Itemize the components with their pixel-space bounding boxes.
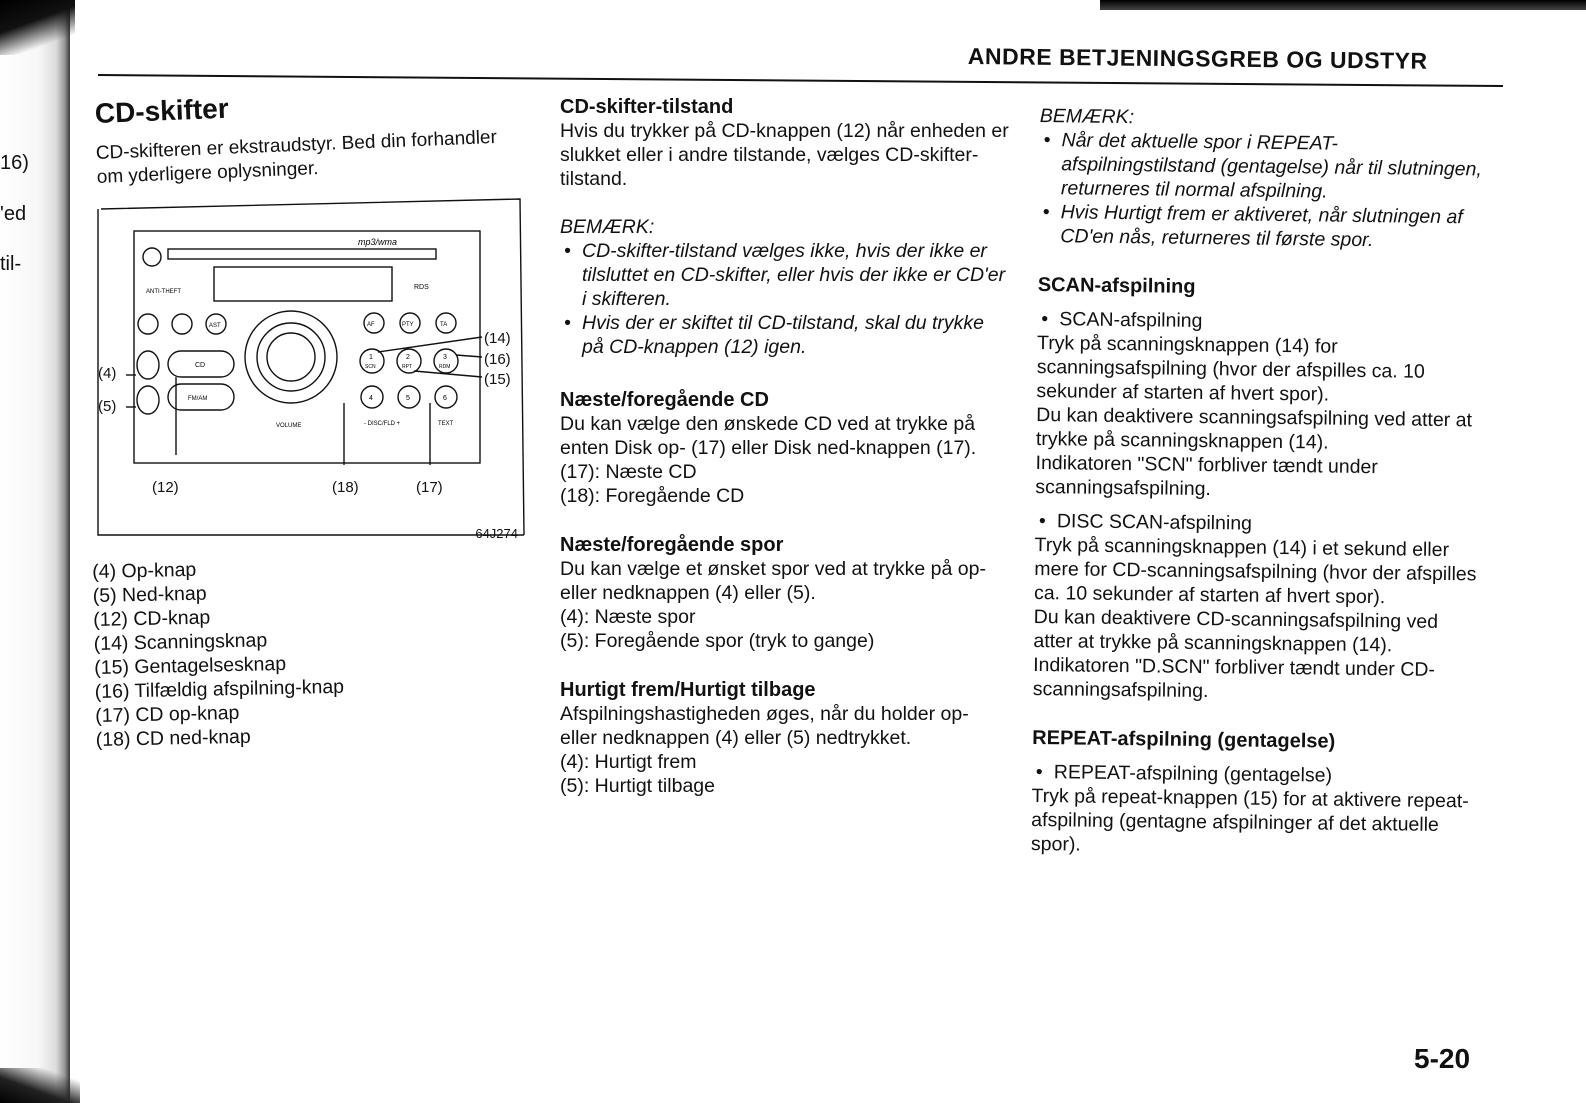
radio-faceplate (134, 231, 480, 463)
af-label: AF (367, 322, 375, 328)
binding-corner-bottom (0, 1068, 80, 1103)
eject-button (143, 248, 161, 266)
previous-page-fragment: 'ed (0, 203, 27, 225)
middle-column (560, 96, 1010, 798)
figure-code: 64J274 (475, 526, 518, 541)
preset-number: 1 (369, 354, 373, 361)
button-circle (138, 314, 158, 334)
legend-item: (15) Gentagelsesknap (94, 652, 287, 679)
text-label: TEXT (438, 421, 454, 427)
disc-scan-text: Du kan deaktivere CD-scanningsafspilning ved atter at trykke på scanningsknappen (14). (1033, 605, 1439, 657)
fmam-label: FM/AM (188, 396, 208, 402)
legend-item: (14) Scanningsknap (93, 629, 268, 655)
previous-page-fragment: 16) (0, 152, 29, 174)
rpt-label: RPT (402, 364, 412, 370)
disc-scan-text: Tryk på scanningsknappen (14) i et sekund eller mere for CD-scanningsafspilning (hvor der afspilles ca. 10 sekunder af starten af hvert spor). (1033, 533, 1477, 609)
preset-number: 6 (443, 395, 447, 402)
page-title: CD-skifter (94, 92, 230, 129)
heading-fast-forward-rewind: Hurtigt frem/Hurtigt tilbage (560, 679, 816, 701)
callout-14: (14) (484, 330, 511, 347)
preset-number: 5 (406, 395, 410, 402)
legend-item: (12) CD-knap (93, 606, 211, 631)
legend-item: (18) CD ned-knap (95, 725, 251, 751)
note-item: • Hvis Hurtigt frem er aktiveret, når slutningen af CD'en nås, returneres til første spor. (1038, 200, 1487, 253)
left-column (95, 92, 536, 195)
pty-label: PTY (402, 322, 414, 328)
cd-slot (168, 249, 436, 259)
right-column (1031, 104, 1488, 861)
next-prev-cd-text: Du kan vælge den ønskede CD ved at trykke på enten Disk op- (17) eller Disk ned-knappen (17). (560, 413, 977, 459)
callout-17: (17) (416, 479, 443, 496)
callout-16: (16) (484, 351, 511, 368)
radio-diagram (96, 197, 526, 541)
heading-next-prev-track: Næste/foregående spor (560, 534, 784, 556)
disc-scan-item: • DISC SCAN-afspilning (1035, 509, 1483, 538)
cd-changer-mode-text: Hvis du trykker på CD-knappen (12) når enheden er slukket eller i andre tilstande, vælges CD-skifter-tilstand. (560, 120, 1009, 190)
disc-scan-text: Indikatoren "D.SCN" forbliver tændt under CD-scanningsafspilning. (1032, 653, 1436, 703)
rdm-label: RDM (439, 364, 451, 370)
legend-item: (4) Op-knap (92, 558, 197, 583)
scan-text: Indikatoren "SCN" forbliver tændt under scanningsafspilning. (1035, 451, 1378, 501)
page-number: 5-20 (1414, 1043, 1471, 1074)
callout-5: (5) (98, 398, 117, 415)
top-edge-shadow (1100, 0, 1586, 10)
scan-text: Du kan deaktivere scanningsafspilning ved atter at trykke på scanningsknappen (14). (1035, 403, 1473, 454)
header-rule (98, 74, 1503, 87)
ast-label: AST (209, 323, 221, 329)
cd-label: CD (195, 362, 206, 369)
volume-label: VOLUME (276, 423, 302, 429)
volume-knob-outer (245, 311, 337, 403)
section-header: ANDRE BETJENINGSGREB OG UDSTYR (967, 43, 1428, 74)
callout-12: (12) (152, 479, 179, 496)
note-label: BEMÆRK: (560, 216, 655, 238)
leader-14 (378, 337, 482, 352)
next-prev-cd-line: (18): Foregående CD (560, 485, 745, 507)
heading-scan-playback: SCAN-afspilning (1037, 273, 1196, 298)
previous-page-fragment: til- (0, 253, 22, 275)
legend-list (92, 551, 516, 752)
leader-16 (456, 355, 482, 357)
rds-label: RDS (414, 284, 429, 291)
binding-corner-top (0, 0, 75, 55)
scan-text: Tryk på scanningsknappen (14) for scanningsafspilning (hvor der afspilles ca. 10 sekunder af starten af hvert spor). (1036, 331, 1425, 406)
disc-label: - DISC/FLD + (364, 421, 401, 427)
preset-number: 3 (443, 354, 447, 361)
heading-repeat-playback: REPEAT-afspilning (gentagelse) (1032, 726, 1336, 753)
repeat-item: • REPEAT-afspilning (gentagelse) (1032, 760, 1480, 789)
callout-15: (15) (484, 371, 511, 388)
legend-item: (17) CD op-knap (95, 701, 240, 727)
scan-item: • SCAN-afspilning (1037, 307, 1485, 336)
next-prev-track-line: (5): Foregående spor (tryk to gange) (560, 630, 875, 652)
note-item: • CD-skifter-tilstand vælges ikke, hvis der ikke er tilsluttet en CD-skifter, eller hvis der ikke er CD'er i skifteren. (560, 239, 1010, 311)
legend-block (92, 551, 516, 752)
note-item: • Når det aktuelle spor i REPEAT-afspilningstilstand (gentagelse) når til slutningen, returneres til normal afspilning. (1039, 128, 1488, 205)
note-label: BEMÆRK: (1039, 104, 1135, 129)
next-prev-track-text: Du kan vælge et ønsket spor ved at trykke på op- eller nedknappen (4) eller (5). (560, 558, 986, 604)
note-item: • Hvis der er skiftet til CD-tilstand, skal du trykke på CD-knappen (12) igen. (560, 311, 1010, 359)
callout-4: (4) (98, 365, 117, 382)
heading-cd-changer-mode: CD-skifter-tilstand (560, 96, 734, 118)
display-window (214, 267, 392, 301)
repeat-text: Tryk på repeat-knappen (15) for at aktivere repeat-afspilning (gentagne afspilninger af det aktuelle spor). (1030, 784, 1469, 856)
legend-item: (16) Tilfældig afspilning-knap (94, 675, 345, 703)
antitheft-label: ANTI-THEFT (146, 289, 181, 295)
preset-number: 2 (406, 354, 410, 361)
fast-forward-rewind-line: (4): Hurtigt frem (560, 751, 697, 773)
legend-item: (5) Ned-knap (92, 582, 207, 607)
intro-text: CD-skifteren er ekstraudstyr. Bed din forhandler om yderligere oplysninger. (95, 126, 498, 188)
fast-forward-rewind-text: Afspilningshastigheden øges, når du holder op- eller nedknappen (4) eller (5) nedtrykket. (560, 703, 969, 749)
preset-number: 4 (369, 395, 373, 402)
note-list (1038, 128, 1487, 253)
up-button-4 (137, 351, 159, 379)
ta-label: TA (440, 322, 448, 328)
leader-15 (414, 371, 482, 377)
next-prev-cd-line: (17): Næste CD (560, 461, 697, 483)
heading-next-prev-cd: Næste/foregående CD (560, 389, 769, 411)
brand-label: mp3/wma (358, 237, 398, 247)
volume-knob-center (267, 333, 315, 381)
next-prev-track-line: (4): Næste spor (560, 606, 696, 628)
callout-18: (18) (332, 479, 359, 496)
scn-label: SCN (365, 364, 376, 370)
fast-forward-rewind-line: (5): Hurtigt tilbage (560, 775, 715, 797)
note-list (560, 239, 1010, 359)
button-circle (172, 314, 192, 334)
down-button-5 (137, 386, 159, 414)
